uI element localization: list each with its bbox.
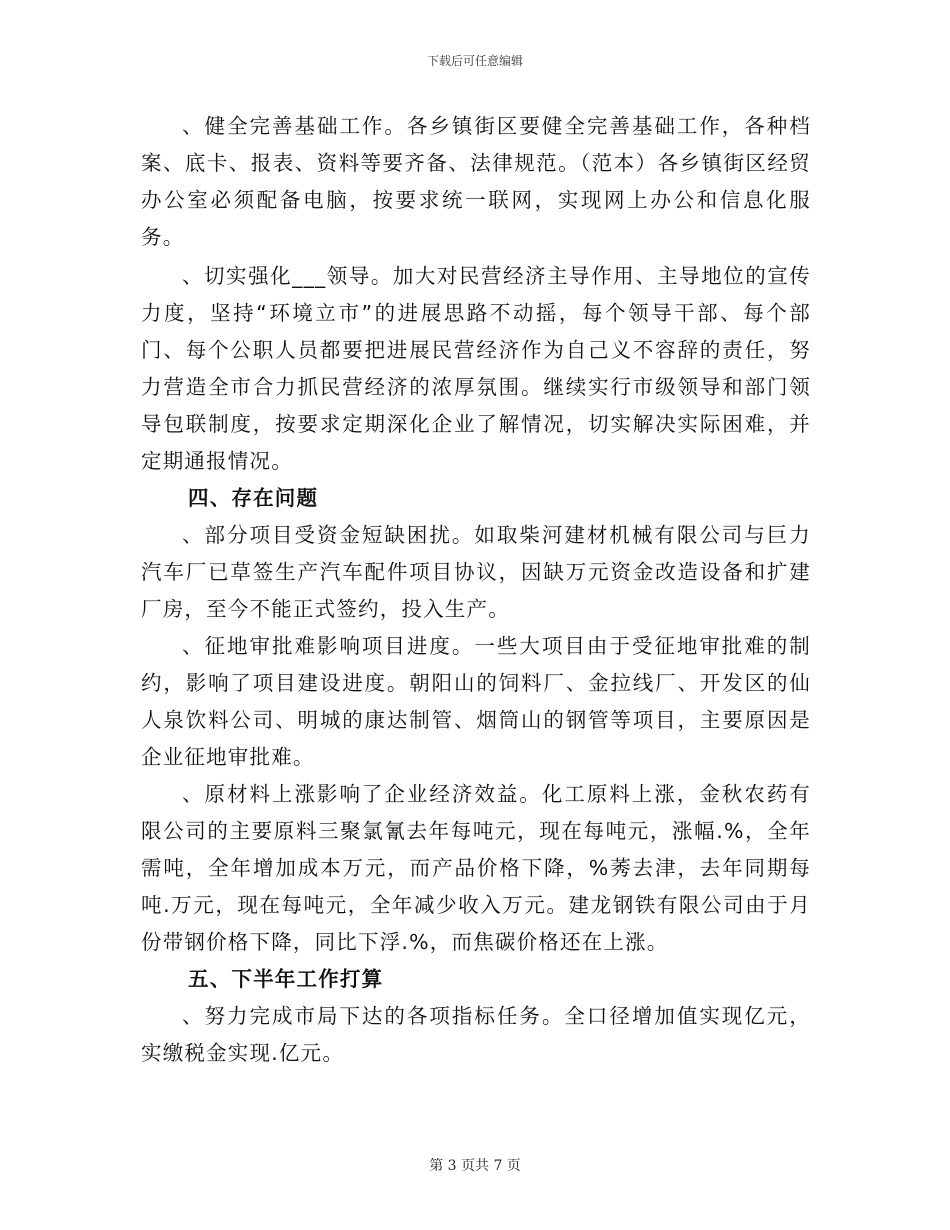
section-heading-plans: 五、下半年工作打算 <box>188 967 384 991</box>
paragraph-land-approval: 、征地审批难影响项目进度。一些大项目由于受征地审批难的制约，影响了项目建设进度。朝阳山的饲料厂、金拉线厂、开发区的仙人泉饮料公司、明城的康达制管、烟筒山的钢管等项目，主要原因是企业征地审批难。 <box>141 634 811 769</box>
paragraph-raw-materials: 、原材料上涨影响了企业经济效益。化工原料上涨，金秋农药有限公司的主要原料三聚氯氰去年每吨元，现在每吨元，涨幅.%，全年需吨，全年增加成本万元，而产品价格下降，%莠去津，去年同期每吨.万元，现在每吨元，全年减少收入万元。建龙钢铁有限公司由于月份带钢价格下降，同比下浮.%，而焦碳价格还在上涨。 <box>141 782 811 954</box>
paragraph-leadership: 、切实强化___领导。加大对民营经济主导作用、主导地位的宣传力度，坚持“环境立市”的进展思路不动摇，每个领导干部、每个部门、每个公职人员都要把进展民营经济作为自己义不容辞的责任，努力营造全市合力抓民营经济的浓厚氛围。继续实行市级领导和部门领导包联制度，按要求定期深化企业了解情况，切实解决实际困难，并定期通报情况。 <box>141 264 811 473</box>
paragraph-targets: 、努力完成市局下达的各项指标任务。全口径增加值实现亿元，实缴税金实现.亿元。 <box>141 1004 811 1065</box>
paragraph-funding-shortage: 、部分项目受资金短缺困扰。如取柴河建材机械有限公司与巨力汽车厂已草签生产汽车配件项目协议，因缺万元资金改造设备和扩建厂房，至今不能正式签约，投入生产。 <box>141 523 811 621</box>
page-header-note: 下载后可任意编辑 <box>426 54 523 68</box>
document-body <box>141 108 811 1072</box>
paragraph-basic-work: 、健全完善基础工作。各乡镇街区要健全完善基础工作，各种档案、底卡、报表、资料等要齐备、法律规范。（范本）各乡镇街区经贸办公室必须配备电脑，按要求统一联网，实现网上办公和信息化服务。 <box>141 114 811 249</box>
section-heading-problems: 四、存在问题 <box>188 486 319 510</box>
page-number: 第 3 页共 7 页 <box>429 1158 521 1174</box>
